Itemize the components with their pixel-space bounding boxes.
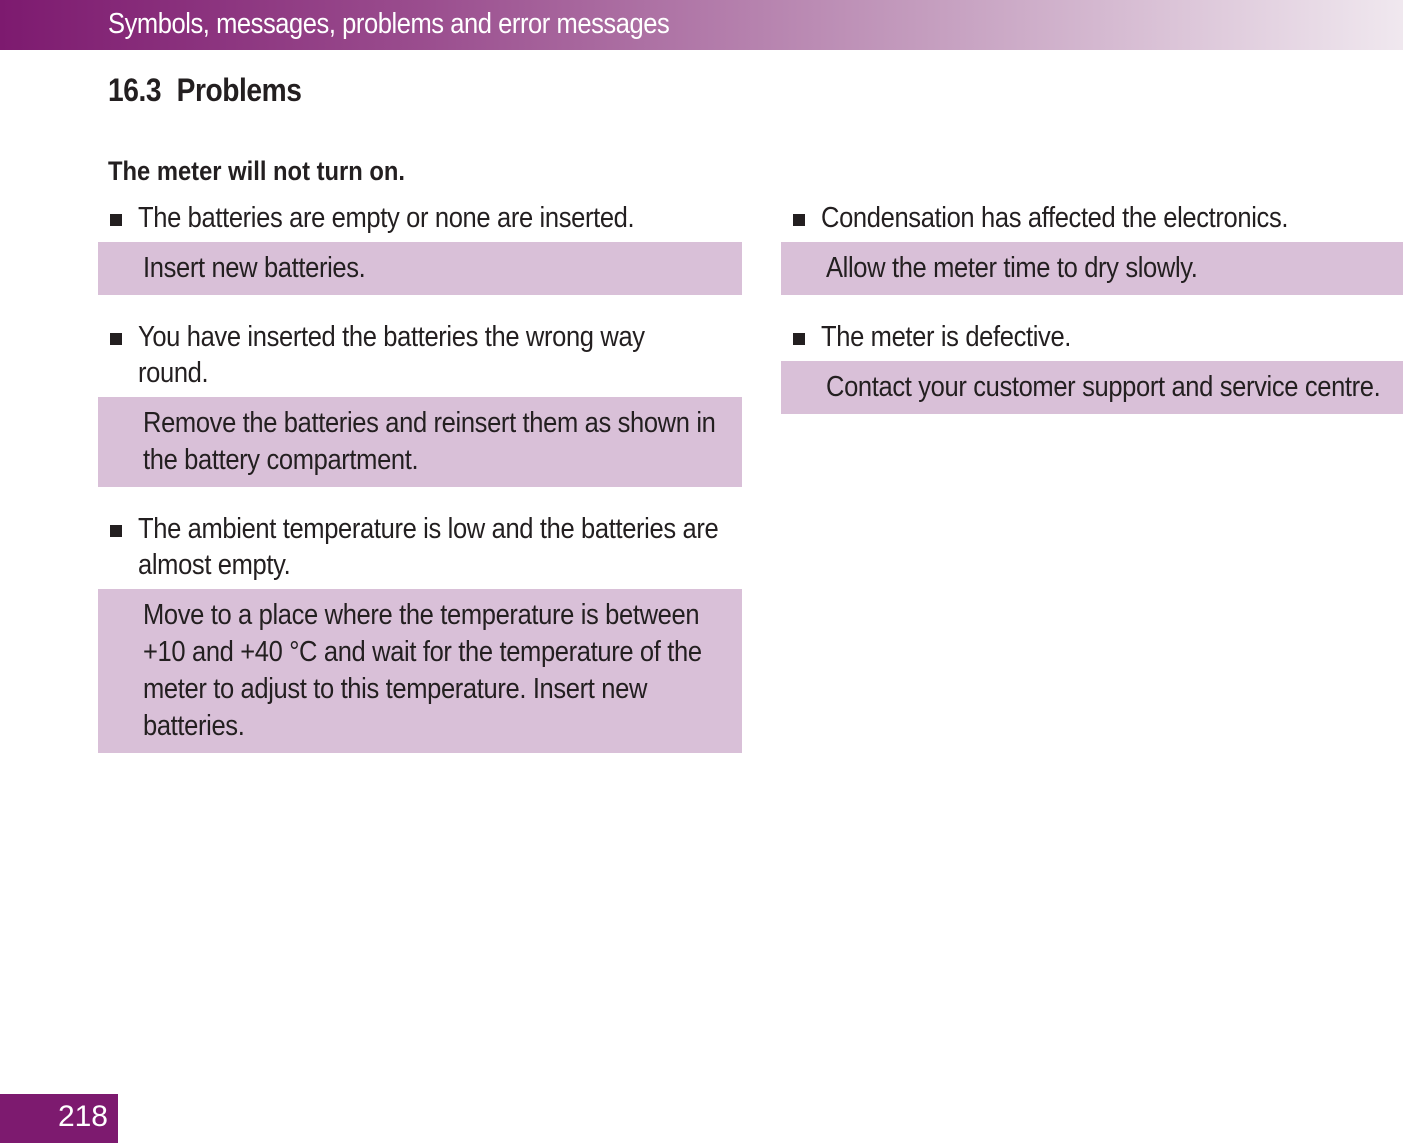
remedy xyxy=(98,242,742,295)
cause-text: The batteries are empty or none are inserted. xyxy=(138,202,635,234)
square-bullet-icon xyxy=(793,214,805,226)
chapter-title: Symbols, messages, problems and error messages xyxy=(108,8,670,40)
remedy xyxy=(98,397,742,487)
cause-text: The ambient temperature is low and the batteries are almost empty. xyxy=(138,513,719,581)
cause xyxy=(98,319,742,391)
cause-text: The meter is defective. xyxy=(821,321,1072,353)
square-bullet-icon xyxy=(110,333,122,345)
problem-item xyxy=(98,511,742,753)
cause-text: Condensation has affected the electronics. xyxy=(821,202,1289,234)
section-title: Problems xyxy=(176,72,302,108)
square-bullet-icon xyxy=(110,525,122,537)
right-column xyxy=(781,200,1403,438)
page-number-box xyxy=(0,1094,118,1143)
page-number: 218 xyxy=(57,1100,108,1133)
cause xyxy=(98,511,742,583)
remedy xyxy=(781,242,1403,295)
remedy-text: Contact your customer support and service centre. xyxy=(826,371,1381,403)
problem-item xyxy=(781,319,1403,414)
problem-item xyxy=(98,319,742,487)
problem-item xyxy=(781,200,1403,295)
remedy-text: Move to a place where the temperature is between +10 and +40 °C and wait for the temperature of the meter to adjust to this temperature. Insert new batteries. xyxy=(143,599,702,742)
remedy-text: Insert new batteries. xyxy=(143,252,366,284)
cause xyxy=(98,200,742,236)
remedy-text: Allow the meter time to dry slowly. xyxy=(826,252,1198,284)
section-heading xyxy=(108,72,301,109)
remedy-text: Remove the batteries and reinsert them as shown in the battery compartment. xyxy=(143,407,716,476)
section-number: 16.3 xyxy=(108,72,162,108)
cause xyxy=(781,319,1403,355)
left-column xyxy=(98,200,742,777)
header-bar xyxy=(0,0,1403,50)
cause-text: You have inserted the batteries the wrong way round. xyxy=(138,321,645,389)
remedy xyxy=(781,361,1403,414)
problem-title: The meter will not turn on. xyxy=(108,156,405,186)
remedy xyxy=(98,589,742,753)
square-bullet-icon xyxy=(110,214,122,226)
square-bullet-icon xyxy=(793,333,805,345)
problem-item xyxy=(98,200,742,295)
cause xyxy=(781,200,1403,236)
